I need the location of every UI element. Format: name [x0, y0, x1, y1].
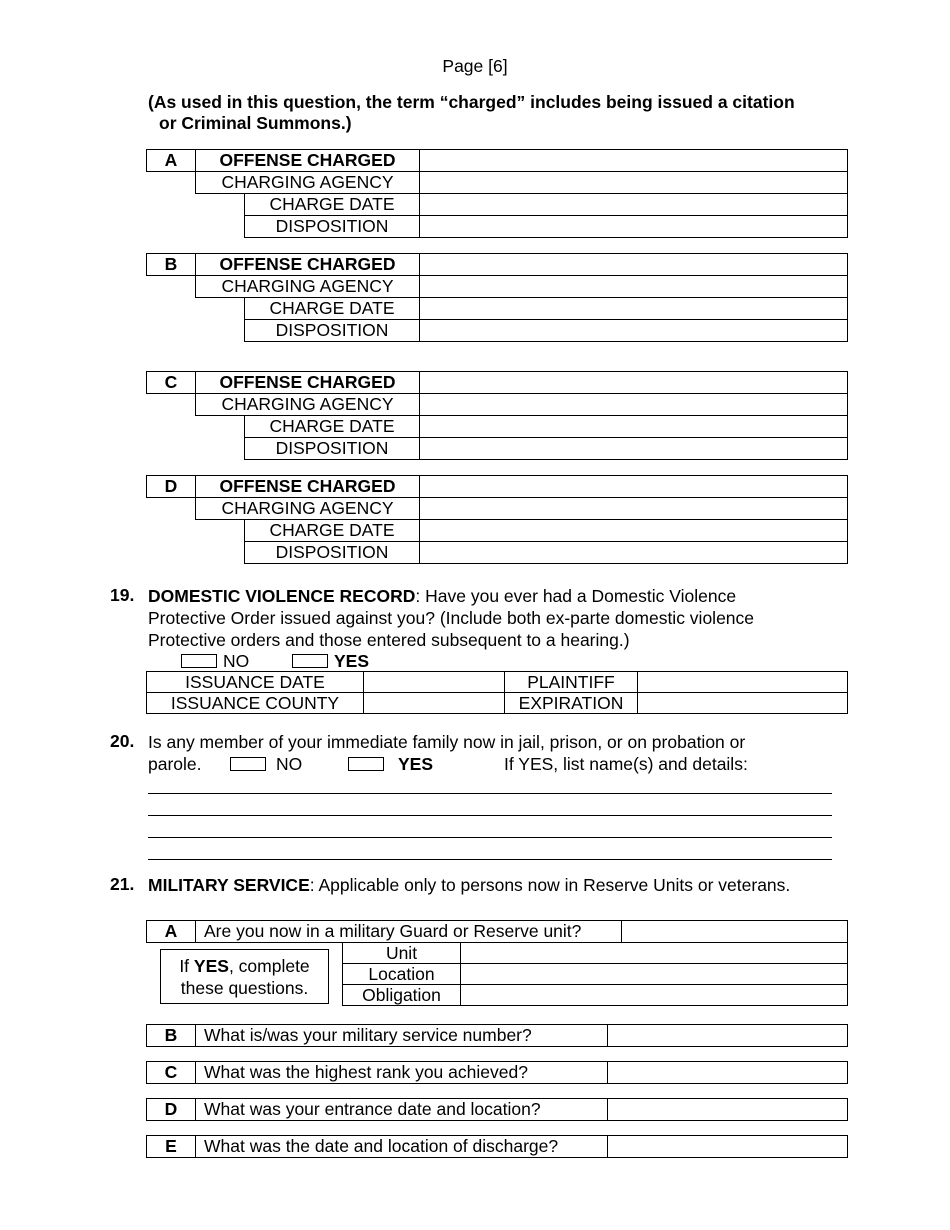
expiration-field[interactable] — [638, 693, 848, 714]
offense-charged-label: OFFENSE CHARGED — [195, 475, 420, 498]
disposition-field[interactable] — [419, 215, 848, 238]
q20-answer-line[interactable] — [148, 859, 832, 860]
q20-yes-label: YES — [398, 754, 434, 774]
military-question-text: What was the highest rank you achieved? — [195, 1061, 608, 1084]
offense-charged-field[interactable] — [419, 253, 848, 276]
intro-line-1: (As used in this question, the term “charged” includes being issued a citation — [148, 92, 795, 112]
q19-yes-checkbox[interactable] — [292, 654, 328, 668]
military-letter: D — [146, 1098, 196, 1121]
charging-agency-field[interactable] — [419, 171, 848, 194]
question-19-number: 19. — [110, 585, 135, 605]
unit-label: Unit — [343, 943, 461, 964]
military-answer-field[interactable] — [607, 1024, 848, 1047]
military-question-e — [146, 1135, 848, 1158]
if-yes-line2: these questions. — [180, 978, 309, 998]
question-21-text — [148, 874, 848, 896]
if-yes-before: If — [179, 956, 194, 976]
offense-charged-field[interactable] — [419, 149, 848, 172]
q19-line2: Protective Order issued against you? (Include both ex-parte domestic violence — [148, 608, 755, 628]
charging-agency-field[interactable] — [419, 393, 848, 416]
military-letter: C — [146, 1061, 196, 1084]
q19-checkbox-row — [181, 651, 249, 671]
disposition-label: DISPOSITION — [244, 437, 420, 460]
charge-date-field[interactable] — [419, 519, 848, 542]
reserve-unit-details — [342, 942, 848, 1006]
q19-yes-option — [292, 651, 369, 671]
q21-title: MILITARY SERVICE — [148, 875, 310, 895]
charged-definition-note — [148, 92, 848, 134]
military-question-text: What is/was your military service number? — [195, 1024, 608, 1047]
q19-line3: Protective orders and those entered subsequent to a hearing.) — [148, 630, 630, 650]
charge-date-label: CHARGE DATE — [244, 415, 420, 438]
offense-block-b — [146, 253, 848, 343]
charge-date-label: CHARGE DATE — [244, 519, 420, 542]
disposition-field[interactable] — [419, 437, 848, 460]
issuance-date-label: ISSUANCE DATE — [147, 672, 364, 693]
question-21-number: 21. — [110, 874, 135, 894]
military-question-text: Are you now in a military Guard or Reserve unit? — [195, 920, 622, 943]
unit-field[interactable] — [461, 943, 848, 964]
charging-agency-label: CHARGING AGENCY — [195, 393, 420, 416]
military-answer-field[interactable] — [607, 1135, 848, 1158]
protective-order-table — [146, 671, 848, 714]
q20-list-prompt: If YES, list name(s) and details: — [504, 754, 748, 774]
q21-rest: : Applicable only to persons now in Reserve Units or veterans. — [309, 875, 791, 895]
issuance-county-label: ISSUANCE COUNTY — [147, 693, 364, 714]
offense-block-c — [146, 371, 848, 461]
if-yes-bold: YES — [193, 956, 229, 976]
offense-letter: C — [146, 371, 196, 394]
offense-letter: A — [146, 149, 196, 172]
q20-answer-line[interactable] — [148, 793, 832, 794]
charge-date-label: CHARGE DATE — [244, 193, 420, 216]
disposition-field[interactable] — [419, 541, 848, 564]
q19-line1-rest: : Have you ever had a Domestic Violence — [415, 586, 737, 606]
military-letter: A — [146, 920, 196, 943]
q20-no-label: NO — [276, 754, 303, 774]
if-yes-instruction — [160, 949, 329, 1004]
disposition-label: DISPOSITION — [244, 319, 420, 342]
q19-no-label: NO — [223, 651, 250, 671]
q20-answer-line[interactable] — [148, 837, 832, 838]
charging-agency-label: CHARGING AGENCY — [195, 171, 420, 194]
charging-agency-field[interactable] — [419, 497, 848, 520]
military-question-text: What was your entrance date and location? — [195, 1098, 608, 1121]
obligation-label: Obligation — [343, 985, 461, 1006]
offense-charged-field[interactable] — [419, 475, 848, 498]
q20-no-checkbox[interactable] — [230, 757, 266, 771]
charge-date-field[interactable] — [419, 415, 848, 438]
q19-no-checkbox[interactable] — [181, 654, 217, 668]
offense-charged-label: OFFENSE CHARGED — [195, 371, 420, 394]
q20-line2-start: parole. — [148, 754, 202, 774]
offense-block-a — [146, 149, 848, 239]
question-20-text — [148, 731, 848, 775]
location-field[interactable] — [461, 964, 848, 985]
military-answer-field[interactable] — [607, 1098, 848, 1121]
charging-agency-label: CHARGING AGENCY — [195, 497, 420, 520]
question-20-number: 20. — [110, 731, 135, 751]
military-letter: B — [146, 1024, 196, 1047]
q20-answer-line[interactable] — [148, 815, 832, 816]
q20-line1: Is any member of your immediate family now in jail, prison, or on probation or — [148, 732, 746, 752]
military-question-text: What was the date and location of discharge? — [195, 1135, 608, 1158]
charge-date-field[interactable] — [419, 297, 848, 320]
intro-line-2: or Criminal Summons.) — [159, 113, 352, 133]
military-answer-field[interactable] — [621, 920, 848, 943]
offense-charged-label: OFFENSE CHARGED — [195, 149, 420, 172]
military-answer-field[interactable] — [607, 1061, 848, 1084]
military-question-a — [146, 920, 848, 943]
disposition-label: DISPOSITION — [244, 541, 420, 564]
offense-letter: B — [146, 253, 196, 276]
expiration-label: EXPIRATION — [505, 693, 638, 714]
offense-charged-label: OFFENSE CHARGED — [195, 253, 420, 276]
military-question-b — [146, 1024, 848, 1047]
question-19-text — [148, 585, 848, 651]
disposition-field[interactable] — [419, 319, 848, 342]
obligation-field[interactable] — [461, 985, 848, 1006]
q19-title: DOMESTIC VIOLENCE RECORD — [148, 586, 416, 606]
q19-yes-label: YES — [334, 651, 370, 671]
military-letter: E — [146, 1135, 196, 1158]
offense-block-d — [146, 475, 848, 565]
offense-letter: D — [146, 475, 196, 498]
plaintiff-field[interactable] — [638, 672, 848, 693]
page-number: Page [6] — [442, 56, 508, 76]
if-yes-after: , complete — [228, 956, 310, 976]
charge-date-field[interactable] — [419, 193, 848, 216]
location-label: Location — [343, 964, 461, 985]
military-question-d — [146, 1098, 848, 1121]
issuance-date-field[interactable] — [364, 672, 505, 693]
military-question-c — [146, 1061, 848, 1084]
offense-charged-field[interactable] — [419, 371, 848, 394]
disposition-label: DISPOSITION — [244, 215, 420, 238]
charging-agency-label: CHARGING AGENCY — [195, 275, 420, 298]
plaintiff-label: PLAINTIFF — [505, 672, 638, 693]
charge-date-label: CHARGE DATE — [244, 297, 420, 320]
q20-yes-checkbox[interactable] — [348, 757, 384, 771]
charging-agency-field[interactable] — [419, 275, 848, 298]
issuance-county-field[interactable] — [364, 693, 505, 714]
